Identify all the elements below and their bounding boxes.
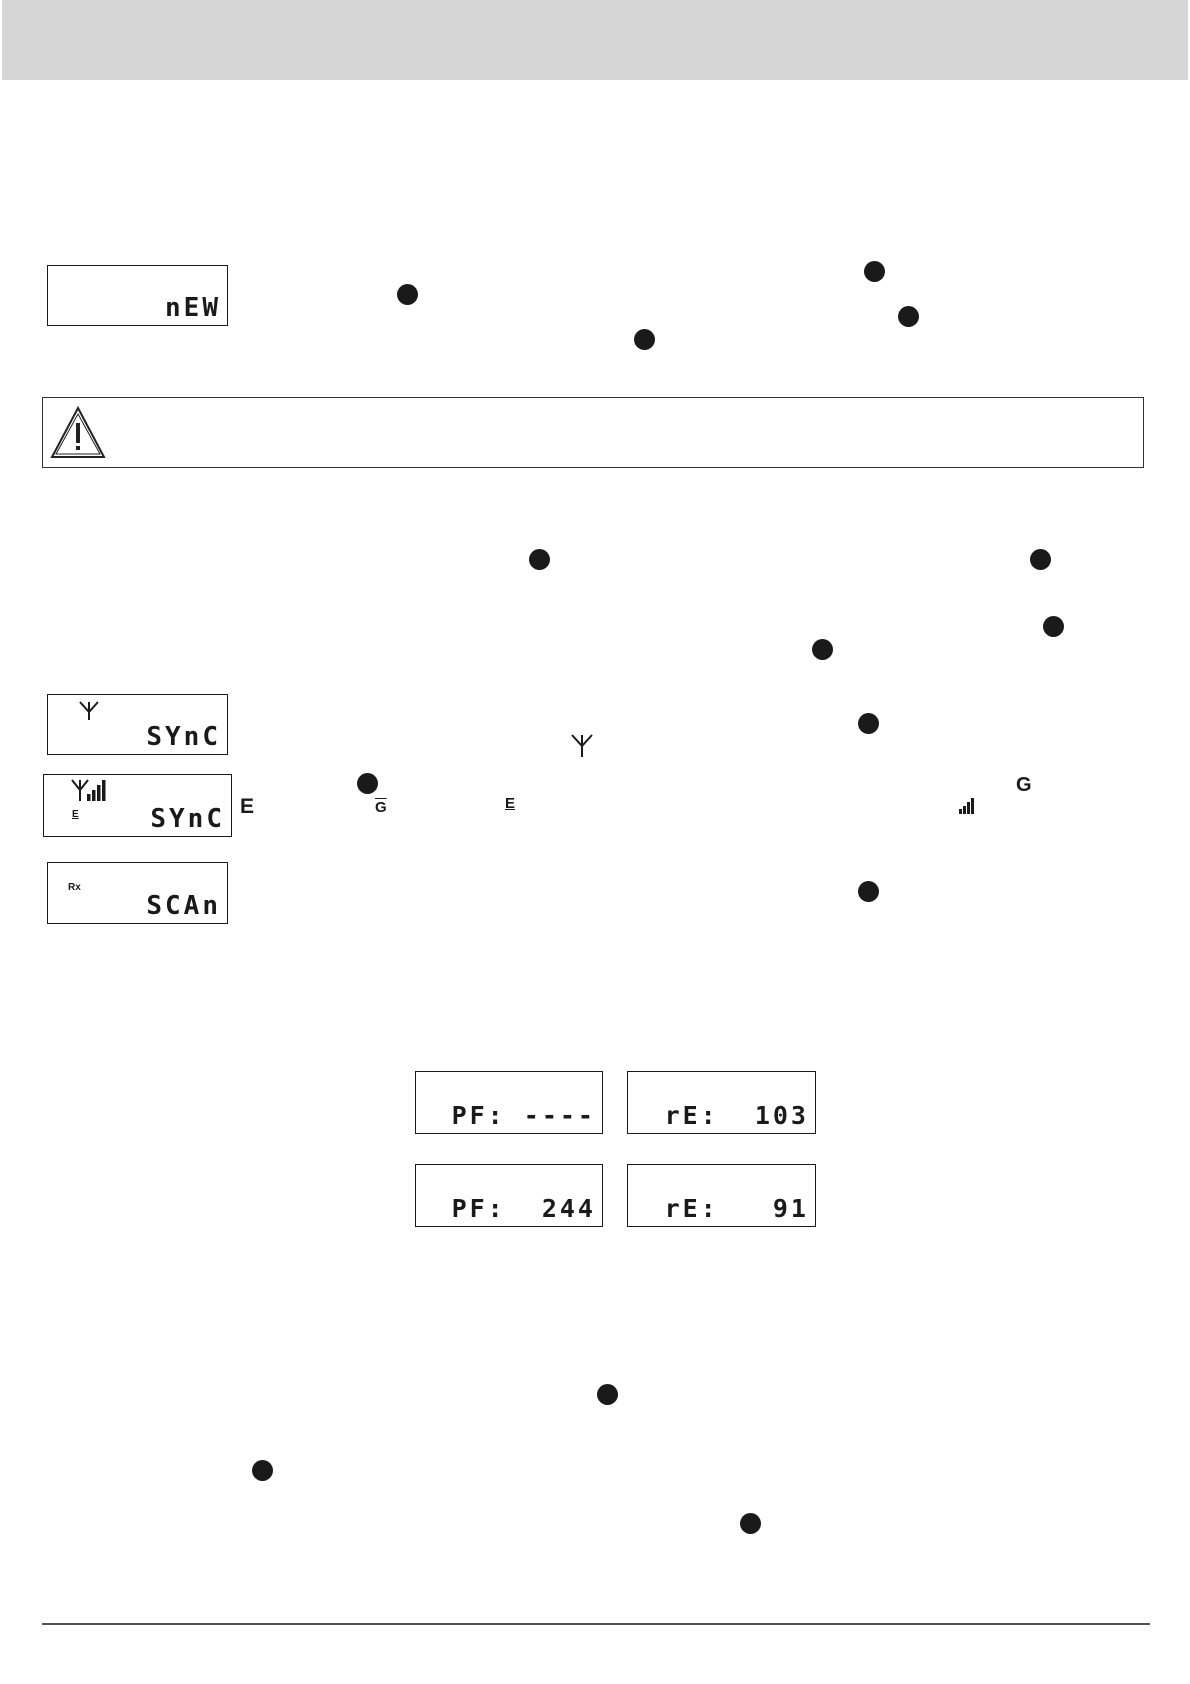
lcd-text-new: nEW [165, 293, 221, 323]
callout-dot-icon [597, 1384, 618, 1405]
lcd-display-re-91 [627, 1164, 816, 1227]
gsm-g-indicator: G [1016, 774, 1032, 796]
antenna-icon [78, 699, 100, 721]
callout-dot-icon [357, 773, 378, 794]
lcd-display-scan [47, 862, 228, 924]
callout-dot-icon [858, 713, 879, 734]
callout-dot-icon [1030, 549, 1051, 570]
callout-dot-icon [529, 549, 550, 570]
lcd-text-scan: SCAn [146, 891, 221, 921]
header-band [2, 0, 1188, 80]
signal-bars-icon [958, 797, 975, 814]
callout-dot-icon [397, 284, 418, 305]
lcd-display-new [47, 265, 228, 326]
warning-triangle-icon [49, 405, 107, 460]
callout-dot-icon [858, 881, 879, 902]
callout-dot-icon [898, 306, 919, 327]
lcd-display-pf-none [415, 1071, 603, 1134]
callout-dot-icon [864, 261, 885, 282]
callout-dot-icon [1043, 616, 1064, 637]
callout-dot-icon [252, 1460, 273, 1481]
warning-note-box [42, 397, 1144, 468]
callout-dot-icon [740, 1513, 761, 1534]
lcd-text-sync: SYnC [146, 722, 221, 752]
lcd-display-pf-244 [415, 1164, 603, 1227]
lcd-display-sync-signal [43, 774, 232, 837]
lcd-text-pf-none: PF: ---- [451, 1101, 596, 1130]
e-underbar-indicator: E [505, 795, 516, 812]
lcd-display-re-103 [627, 1071, 816, 1134]
antenna-icon [570, 732, 594, 758]
lcd-rx-indicator: Rx [68, 882, 81, 893]
g-overbar-indicator: $\overline{G}$ [375, 799, 387, 816]
callout-dot-icon [812, 639, 833, 660]
lcd-text-re-91: rE: 91 [664, 1194, 809, 1223]
lcd-display-sync [47, 694, 228, 755]
footer-rule [42, 1623, 1150, 1625]
antenna-signal-icon [71, 778, 109, 802]
lcd-e-indicator: E [72, 809, 79, 820]
callout-dot-icon [634, 329, 655, 350]
lcd-text-pf-244: PF: 244 [451, 1194, 596, 1223]
lcd-text-re-103: rE: 103 [664, 1101, 809, 1130]
lcd-text-sync-signal: SYnC [150, 804, 225, 834]
e-indicator: E [240, 795, 255, 818]
